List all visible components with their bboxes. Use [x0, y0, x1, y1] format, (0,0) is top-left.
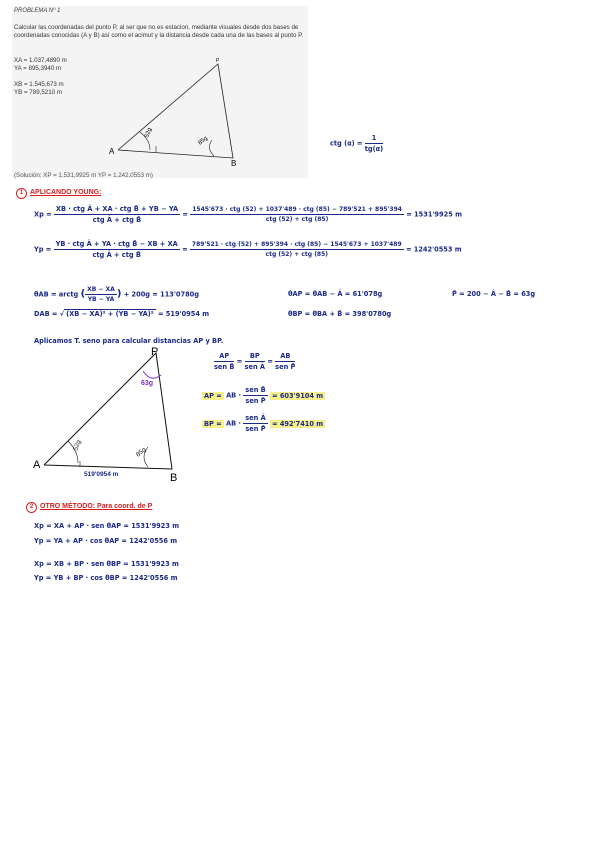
ctg-den: tg(α)	[364, 145, 384, 153]
section2-number: 2	[26, 502, 37, 513]
azimuth-ab-fraction	[85, 286, 117, 303]
triangle2-angle-p: 63g	[141, 380, 154, 387]
ctg-num: 1	[365, 134, 383, 144]
distance-bp-fraction	[243, 414, 268, 433]
distance-ab-formula: DAB = √ (XB − XA)² + (YB − YA)² = 519'0954 m	[34, 310, 210, 318]
azimuth-ab-num: XB − XA	[87, 286, 115, 293]
yb-value: YB = 789,5210 m	[14, 89, 62, 96]
yp-symbolic-num: YB · ctg Â + YA · ctg B̂ − XB + XA	[55, 240, 178, 248]
section2-title: OTRO MÉTODO: Para coord. de P	[40, 503, 153, 510]
distance-ap-formula	[202, 386, 325, 405]
azimuth-ab-formula: θAB = arctg ( $\frac{XB - XA}{YB - YA}$ ) + 200g = 113'0780g	[34, 286, 199, 303]
triangle-edges	[118, 64, 233, 158]
yp-symbolic-fraction	[54, 240, 180, 259]
vertex-p: P	[216, 58, 220, 64]
distance-ap-lhs: AP =	[204, 391, 222, 400]
xa-value: XA = 1.037,4890 m	[14, 57, 67, 64]
yp-numeric-fraction	[190, 241, 404, 258]
angle-a-label: 52g	[144, 127, 154, 139]
yp-numeric-den: ctg (52) + ctg (85)	[265, 251, 329, 258]
xp-numeric-den: ctg (52) + ctg (85)	[265, 216, 329, 223]
xp-symbolic-num: XB · ctg Â + XA · ctg B̂ + YB − YA	[55, 205, 179, 213]
ratio-ap-num: AP	[214, 352, 234, 362]
triangle2-side-ab: 519'0954 m	[84, 471, 119, 478]
azimuth-ab-lhs: θAB =	[34, 290, 57, 299]
distance-ap-result: = 603'9104 m	[272, 391, 324, 400]
triangle2-vertex-b: B	[170, 472, 178, 484]
solution-triangle	[30, 345, 200, 485]
xp-lhs: Xp =	[34, 210, 52, 219]
distance-ab-lhs: DAB =	[34, 310, 58, 318]
triangle2-vertex-p: P	[151, 346, 159, 358]
triangle2-angle-a: 52g	[72, 439, 83, 452]
distance-ab-radicand: (XB − XA)² + (YB − YA)²	[66, 310, 154, 318]
azimuth-ab-func: arctg	[58, 290, 79, 299]
yp-numeric-num: 789'521 · ctg (52) + 895'394 · ctg (85) − 1545'673 + 1037'489	[191, 241, 402, 248]
ctg-formula	[330, 134, 383, 153]
angle-p-formula: P̂ = 200 − Â − B̂ = 63g	[452, 290, 536, 298]
distance-ab-result: = 519'0954 m	[157, 310, 210, 318]
yp-lhs: Yp =	[34, 245, 52, 254]
ratio-bp-den: sen Â	[244, 363, 266, 371]
triangle2-angle-b: 85g	[134, 446, 148, 459]
distance-bp-mid: AB ·	[225, 419, 241, 428]
section1-heading	[16, 188, 101, 199]
distance-bp-lhs: BP =	[204, 419, 222, 428]
section1-title: APLICANDO YOUNG:	[30, 189, 102, 196]
yp-young-formula: Yp = $\frac{\text{YB · ctg Â + YA · ctg B̂ − XB + XA}}{\text{ctg Â + ctg B̂}}$ = 789'521 · ctg (52) + 895'394 · ctg (85) − 1545'673 + 1037'489 ctg (52) + ctg (85) = 1242'0553 m	[34, 240, 462, 259]
xp-symbolic-den: ctg Â + ctg B̂	[92, 216, 142, 224]
distance-bp-formula	[202, 414, 325, 433]
sines-ratio: $\frac{AP}{\text{sen B̂}}$ = $\frac{BP}{\text{sen Â}}$ = $\frac{AB}{\text{sen P̂}}$	[214, 352, 296, 371]
ratio-ap	[214, 352, 234, 371]
xp-numeric-fraction	[190, 206, 404, 223]
ctg-fraction	[365, 134, 383, 153]
method2-xp-from-a: Xp = XA + AP · sen θAP = 1531'9923 m	[34, 522, 180, 530]
distance-ap-mid: AB ·	[226, 391, 241, 400]
solution-note: (Solución: XP = 1.531,9925 m YP = 1.242,0553 m)	[14, 172, 153, 179]
azimuth-ab-tail: + 200g = 113'0780g	[123, 290, 199, 299]
vertex-a: A	[109, 147, 115, 156]
distance-bp-num: sen Â	[245, 414, 266, 422]
distance-ap-num: sen B̂	[245, 386, 266, 394]
angle-b-label: 85g	[197, 135, 209, 147]
xp-young-formula: Xp = $\frac{\text{XB · ctg Â + XA · ctg B̂ + YB − YA}}{\text{ctg Â + ctg B̂}}$ = 1545'673 · ctg (52) + 1037'489 · ctg (85) − 789'521 + 895'394 ctg (52) + ctg (85) = 1531'9925 m	[34, 205, 462, 224]
yp-result: = 1242'0553 m	[405, 245, 462, 254]
ya-value: YA = 895,3940 m	[14, 65, 62, 72]
distance-bp-result: = 492'7410 m	[272, 419, 324, 428]
yp-symbolic-den: ctg Â + ctg B̂	[92, 251, 141, 259]
ratio-bp	[245, 352, 266, 371]
method2-yp-from-a: Yp = YA + AP · cos θAP = 1242'0556 m	[34, 537, 178, 545]
section1-number: 1	[16, 188, 27, 199]
problem-triangle	[100, 50, 260, 170]
section2-heading	[26, 502, 152, 513]
triangle2-vertex-a: A	[33, 459, 41, 471]
vertex-b: B	[231, 159, 237, 168]
distance-ap-fraction	[243, 386, 267, 405]
azimuth-ab-den: YB − YA	[87, 296, 115, 303]
ratio-ab-num: AB	[275, 352, 295, 362]
distance-ap-den: sen P̂	[245, 397, 266, 405]
xp-numeric-num: 1545'673 · ctg (52) + 1037'489 · ctg (85) − 789'521 + 895'394	[192, 206, 402, 213]
ratio-ab	[275, 352, 295, 371]
problem-title: PROBLEMA Nº 1	[14, 8, 61, 14]
xb-value: XB = 1.545,673 m	[14, 81, 64, 88]
ctg-lhs: ctg (α) =	[330, 139, 363, 148]
angle-b-arc	[209, 140, 214, 156]
ratio-bp-num: BP	[245, 352, 266, 362]
azimuth-ap-formula: θAP = θAB − Â = 61'078g	[288, 290, 383, 298]
xp-symbolic-fraction	[54, 205, 180, 224]
azimuth-bp-formula: θBP = θBA + B̂ = 398'0780g	[288, 310, 392, 318]
method2-xp-from-b: Xp = XB + BP · sen θBP = 1531'9923 m	[34, 560, 179, 568]
distance-bp-den: sen P̂	[245, 425, 266, 433]
method2-yp-from-b: Yp = YB + BP · cos θBP = 1242'0556 m	[34, 574, 178, 582]
problem-statement: Calcular las coordenadas del punto P, al ser que no es estacion, mediante visuales desde dos bases de coordenadas conocidas (A y B) así como el acimut y la distancia desde cada una de las bases al punto P.	[14, 24, 304, 39]
triangle2-edges	[44, 353, 172, 469]
sines-intro: Aplicamos T. seno para calcular distancias AP y BP.	[34, 337, 224, 345]
ratio-ab-den: sen P̂	[275, 363, 296, 371]
xp-result: = 1531'9925 m	[406, 210, 462, 219]
ratio-ap-den: sen B̂	[214, 363, 235, 371]
